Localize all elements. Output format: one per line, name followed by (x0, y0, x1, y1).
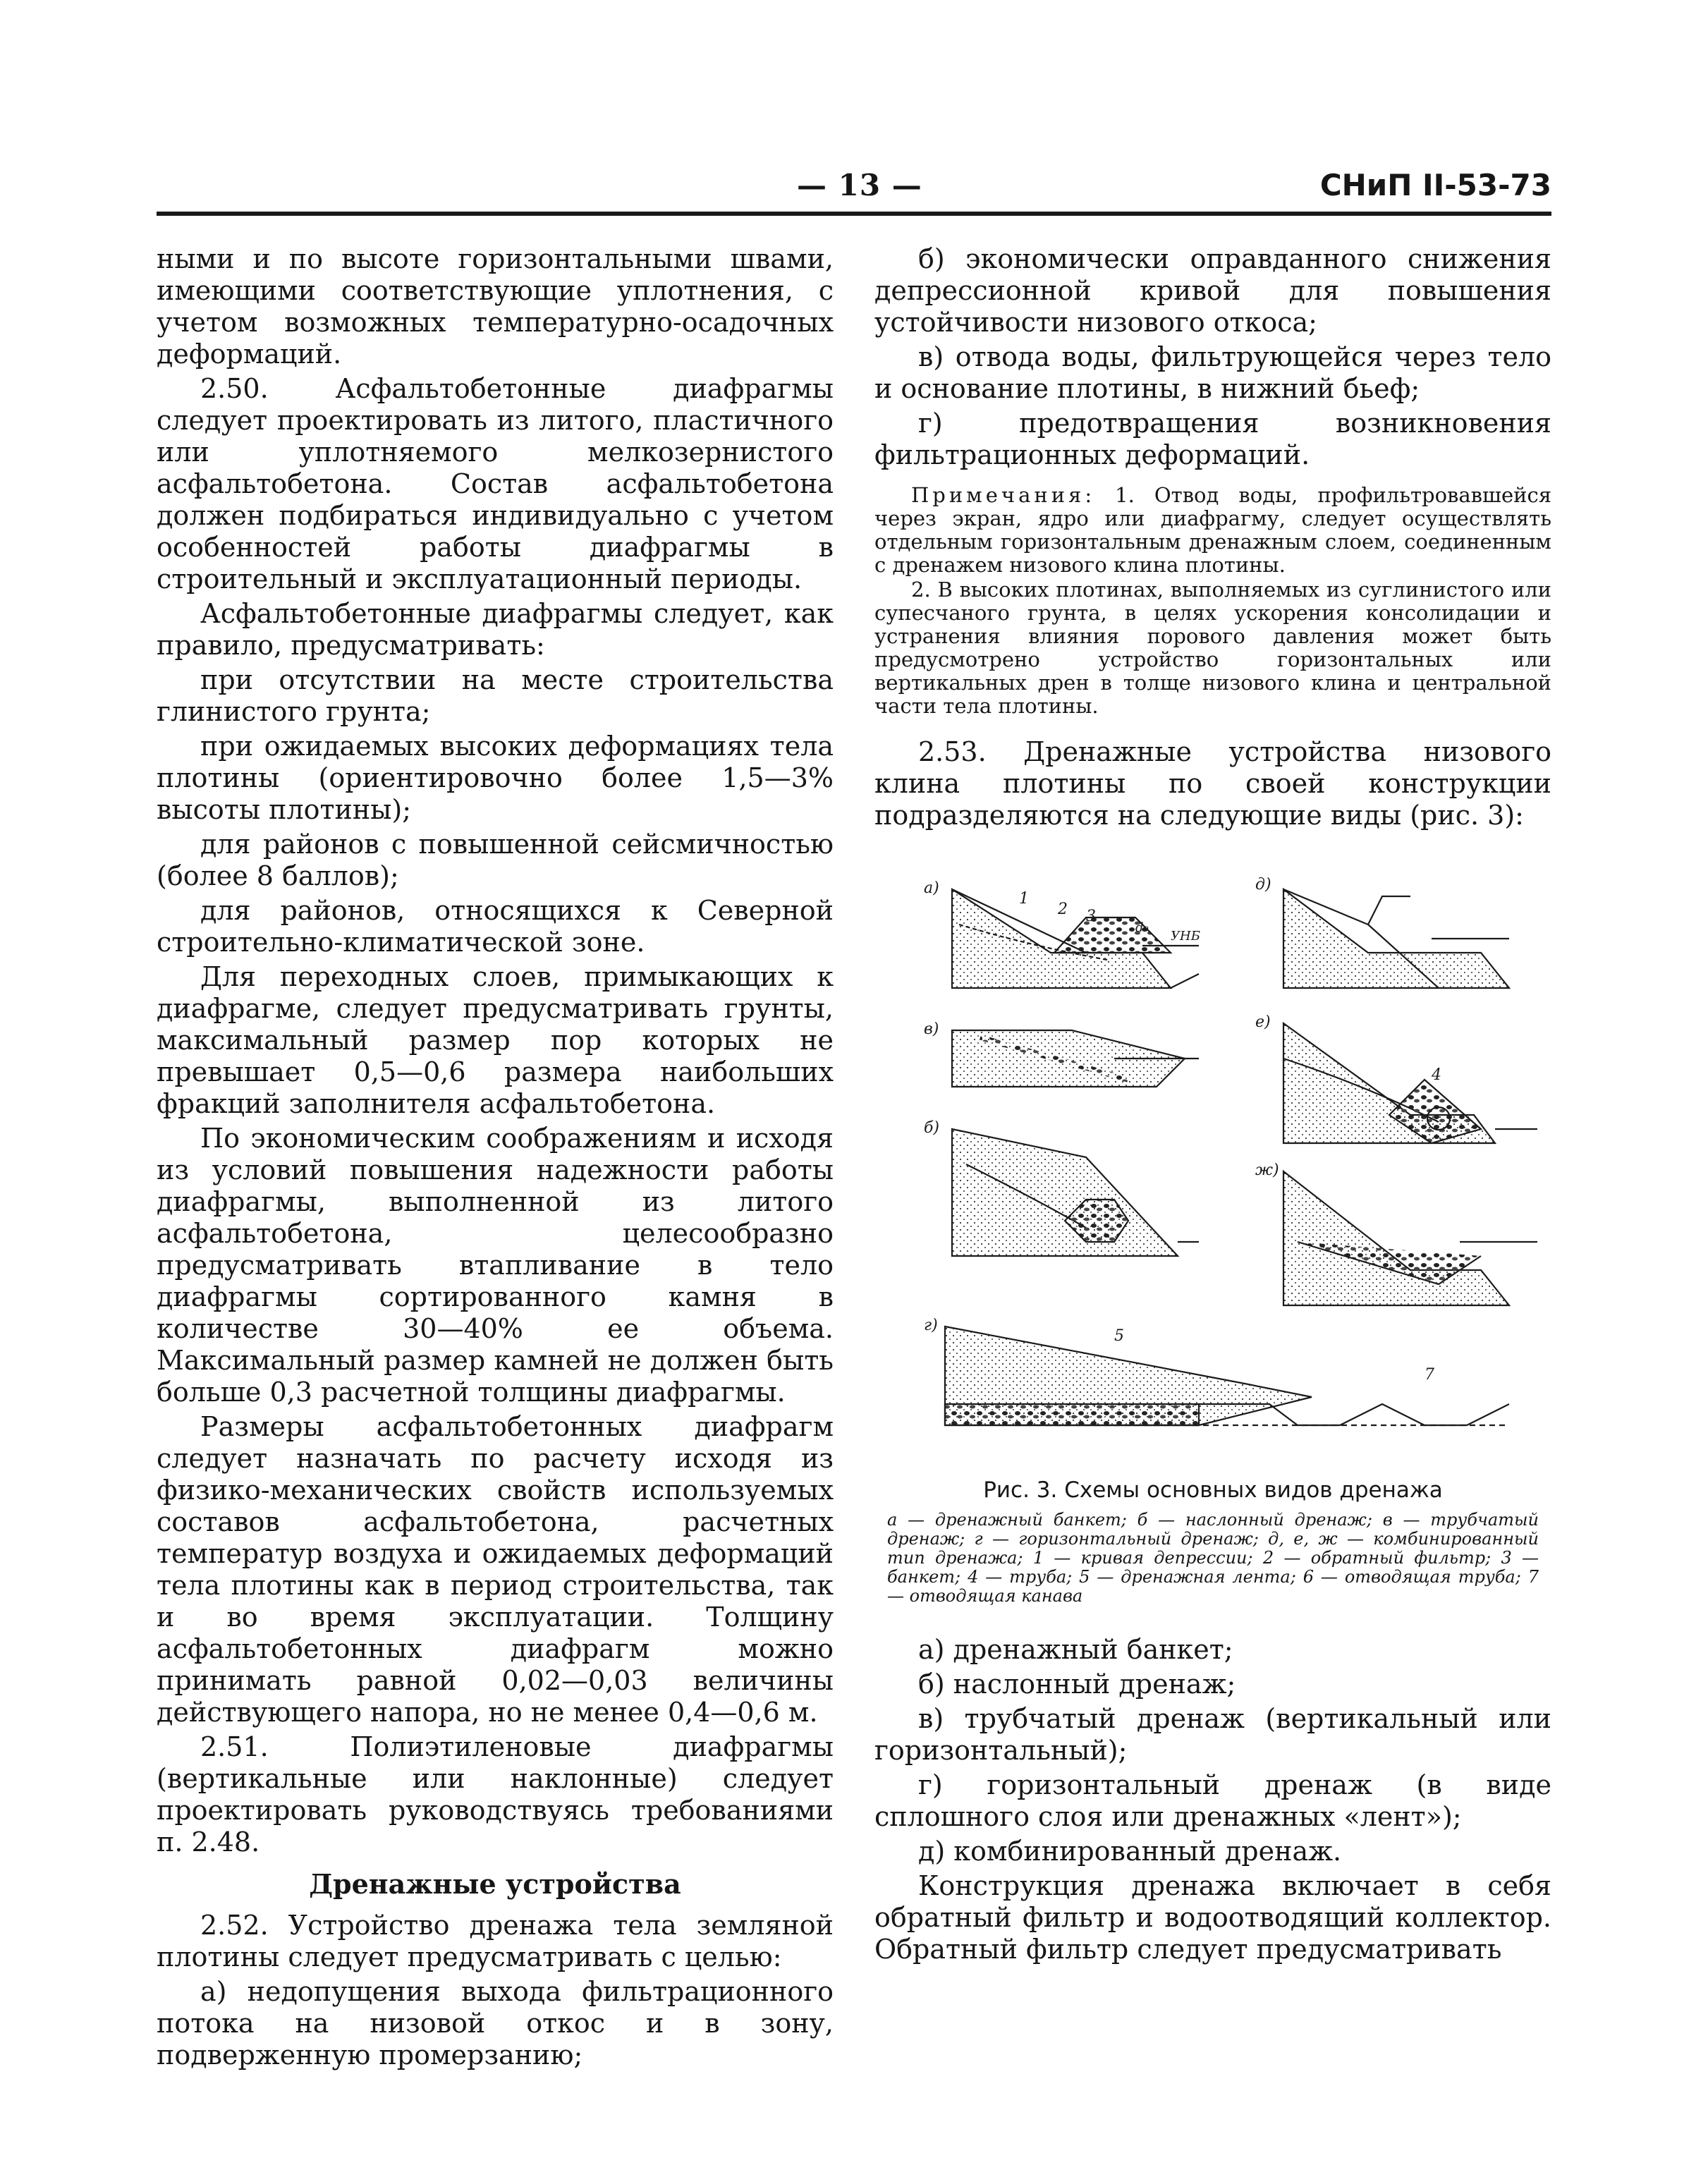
list-item: для районов, относящихся к Северной строительно-климатической зоне. (157, 895, 834, 958)
figure-legend: а — дренажный банкет; б — наслонный дренаж; в — трубчатый дренаж; г — горизонтальный дренаж; д, е, ж — комбинированный тип дренажа; 1 — кривая депрессии; 2 — обратный фильтр; 3 — банкет; 4 — труба; 5 — дренажная лента; 6 — отводящая труба; 7 — отводящая канава (887, 1510, 1539, 1606)
scheme-a (952, 889, 1199, 988)
paragraph: Размеры асфальтобетонных диафрагм следует назначать по расчету исходя из физико-механических свойств используемых составов асфальтобетона, расчетных температур воздуха и ожидаемых деформаций тела плотины как в период строительства, так и во время эксплуатации. Толщину асфальтобетонных диафрагм можно принимать равной 0,02—0,03 величины действующего напора, но не менее 0,4—0,6 м. (157, 1411, 834, 1728)
figure-number: 2 (1058, 901, 1068, 918)
scheme-b (952, 1129, 1199, 1256)
figure-panel-label: в) (924, 1020, 939, 1038)
drainage-figure (874, 847, 1551, 1468)
scheme-g (1283, 1023, 1537, 1143)
document-code: СНиП II-53-73 (1319, 168, 1551, 202)
figure-caption: Рис. 3. Схемы основных видов дренажа (983, 1477, 1443, 1503)
figure-number: 7 (1425, 1366, 1434, 1384)
scheme-zh (1283, 1171, 1537, 1305)
figure-panel-label: д) (1255, 876, 1271, 894)
drainage-schemes-diagram (874, 847, 1551, 1468)
drainage-types-list (874, 1634, 1551, 1965)
paragraph-2-50: 2.50. Асфальтобетонные диафрагмы следует проектировать из литого, пластичного или уплотняемого мелкозернистого асфальтобетона. Состав асфальтобетона должен подбираться индивидуально с учетом особенностей работы диафрагмы в строительный и эксплуатационный периоды. (157, 373, 834, 594)
section-heading: Дренажные устройства (309, 1868, 681, 1900)
list-item: б) наслонный дренаж; (918, 1669, 1236, 1700)
figure-number: 4 (1432, 1066, 1441, 1084)
list-item: д) комбинированный дренаж. (918, 1836, 1342, 1867)
list-item: а) дренажный банкет; (918, 1634, 1233, 1665)
note-2: 2. В высоких плотинах, выполняемых из суглинистого или супесчаного грунта, в целях ускорения консолидации и устранения влияния порового давления может быть предусмотрено устройство горизонтальных или вертикальных дрен в толще низового клина и центральной части тела плотины. (874, 578, 1551, 718)
list-item: при ожидаемых высоких деформациях тела плотины (ориентировочно более 1,5—3% высоты плотины); (157, 731, 834, 825)
paragraph-2-53: 2.53. Дренажные устройства низового клина плотины по своей конструкции подразделяются на следующие виды (рис. 3): (874, 736, 1551, 831)
list-item: г) горизонтальный дренаж (в виде сплошного слоя или дренажных «лент»); (874, 1769, 1551, 1832)
paragraph-2-51: 2.51. Полиэтиленовые диафрагмы (вертикальные или наклонные) следует проектировать руководствуясь требованиями п. 2.48. (157, 1731, 834, 1858)
list-item: для районов с повышенной сейсмичностью (более 8 баллов); (157, 829, 834, 891)
figure-number: 1 (1019, 890, 1029, 908)
notes-block (874, 484, 1551, 718)
figure-panel-label: е) (1255, 1013, 1271, 1031)
d0-label: d₀ (1135, 920, 1149, 935)
figure-number: 3 (1086, 908, 1096, 925)
paragraph-2-52: 2.52. Устройство дренажа тела земляной плотины следует предусматривать с целью: (157, 1910, 834, 1972)
paragraph: ными и по высоте горизонтальными швами, имеющими соответствующие уплотнения, с учетом возможных температурно-осадочных деформаций. (157, 243, 834, 370)
header-rule (157, 212, 1551, 216)
list-item: б) экономически оправданного снижения депрессионной кривой для повышения устойчивости низового откоса; (874, 243, 1551, 338)
paragraph: Конструкция дренажа включает в себя обратный фильтр и водоотводящий коллектор. Обратный фильтр следует предусматривать (874, 1870, 1551, 1965)
figure-panel-label: а) (924, 879, 939, 897)
paragraph: По экономическим соображениям и исходя из условий повышения надежности работы диафрагмы, выполненной из литого асфальтобетона, целесообразно предусматривать втапливание в тело диафрагмы сортированного камня в количестве 30—40% ее объема. Максимальный размер камней не должен быть больше 0,3 расчетной толщины диафрагмы. (157, 1123, 834, 1408)
left-column (157, 243, 834, 2074)
list-item: а) недопущения выхода фильтрационного потока на низовой откос и в зону, подверженную промерзанию; (157, 1976, 834, 2071)
list-item: в) отвода воды, фильтрующейся через тело и основание плотины, в нижний бьеф; (874, 341, 1551, 404)
paragraph: Для переходных слоев, примыкающих к диафрагме, следует предусматривать грунты, максимальный размер пор которых не превышает 0,5—0,6 размера наибольших фракций заполнителя асфальтобетона. (157, 961, 834, 1119)
list-item: в) трубчатый дренаж (вертикальный или горизонтальный); (874, 1703, 1551, 1766)
scheme-v (952, 1030, 1199, 1087)
note-1: Примечания: 1. Отвод воды, профильтровавшейся через экран, ядро или диафрагму, следует осуществлять отдельным горизонтальным дренажным слоем, соединенным с дренажем низового клина плотины. (874, 483, 1551, 577)
scheme-d (1283, 889, 1509, 988)
figure-panel-label: б) (924, 1119, 940, 1137)
page-number: — 13 — (797, 168, 922, 202)
figure-panel-label: г) (924, 1317, 938, 1334)
list-item: г) предотвращения возникновения фильтрационных деформаций. (874, 408, 1551, 470)
notes-label: Примечания: (911, 483, 1096, 507)
right-column (874, 243, 1551, 1968)
list-item: при отсутствии на месте строительства глинистого грунта; (157, 664, 834, 727)
figure-number: 5 (1114, 1327, 1124, 1345)
unb-label: УНБ (1171, 929, 1200, 944)
paragraph: Асфальтобетонные диафрагмы следует, как правило, предусматривать: (157, 598, 834, 661)
figure-panel-label: ж) (1255, 1161, 1279, 1179)
